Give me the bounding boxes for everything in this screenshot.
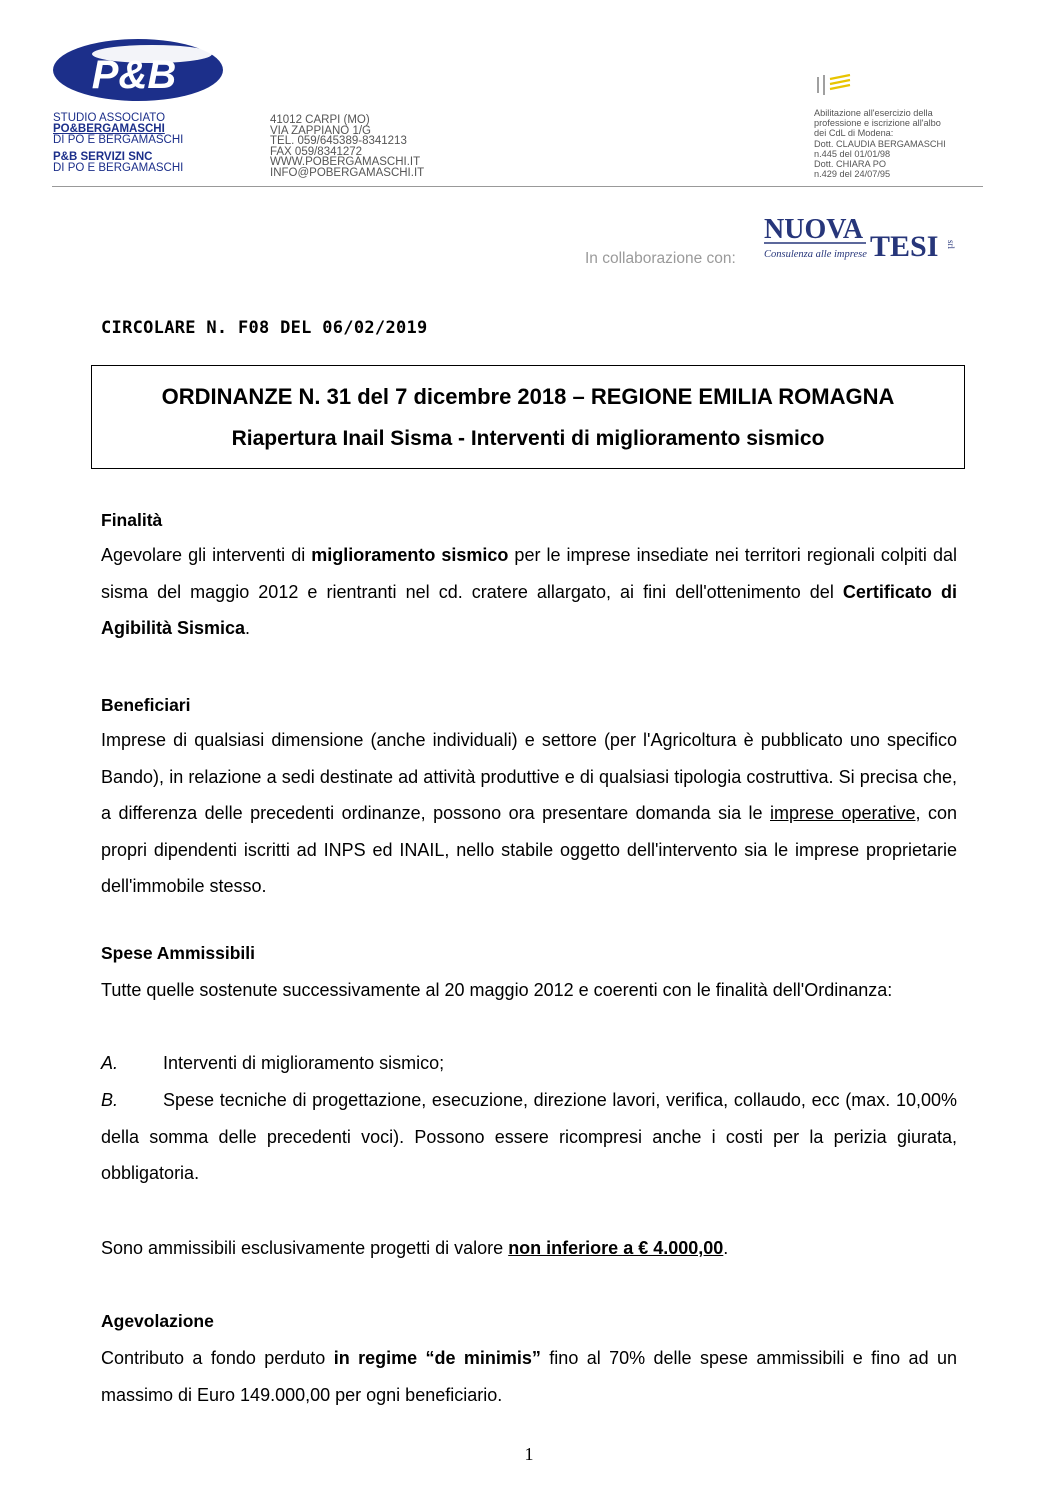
qual-line-1: Abilitazione all'esercizio della — [814, 108, 933, 118]
header-divider — [52, 186, 983, 187]
paragraph-spese-note: Sono ammissibili esclusivamente progetti di valore non inferiore a € 4.000,00. — [101, 1238, 729, 1258]
address-line-4: FAX 059/8341272 — [270, 145, 363, 158]
paragraph-beneficiari: Imprese di qualsiasi dimensione (anche individuali) e settore (per l'Agricoltura è pubblicato uno specifico Bando), in relazione a sedi destinate ad attività produttive e di qualsiasi tipologia costruttiva. Si precisa che, a differenza delle precedenti ordinanze, possono ora presentare domanda sia le imprese operative, con propri dipendenti iscritti ad INPS ed INAIL, nello stabile oggetto dell'intervento sia le imprese proprietarie dell'immobile stesso. — [101, 730, 957, 896]
studio-line-2: PO&BERGAMASCHI — [53, 123, 165, 135]
underlined-imprese-operative: imprese operative — [770, 803, 916, 823]
circolare-number: CIRCOLARE N. F08 DEL 06/02/2019 — [101, 318, 428, 338]
servizi-line-2: DI PO E BERGAMASCHI — [53, 162, 184, 174]
address-line-3: TEL. 059/645389-8341213 — [270, 135, 407, 147]
address-line-1: 41012 CARPI (MO) — [270, 114, 370, 126]
list-item-b — [101, 1082, 957, 1192]
list-letter-a: A. — [101, 1053, 119, 1073]
heading-beneficiari: Beneficiari — [101, 695, 191, 715]
qual-line-2: professione e iscrizione all'albo — [814, 118, 941, 129]
nuova-logo-main: TESI — [870, 230, 939, 263]
qual-line-3: dei CdL di Modena: — [814, 128, 894, 139]
qual-line-5: n.445 del 01/01/98 — [814, 148, 891, 159]
list-text-a: Interventi di miglioramento sismico; — [163, 1053, 445, 1073]
list-item-a — [101, 1045, 957, 1082]
pb-logo — [52, 38, 224, 102]
paragraph-finalita: Agevolare gli interventi di miglioramento sismico per le imprese insediate nei territori regionali colpiti dal sisma del maggio 2012 e rientranti nel cd. cratere allargato, ai fini dell'ottenimento del Certificato di Agibilità Sismica. — [101, 545, 957, 638]
title-line-2: Riapertura Inail Sisma - Interventi di miglioramento sismico — [231, 427, 825, 450]
studio-name-block — [53, 113, 183, 174]
paragraph-agevolazione: Contributo a fondo perduto in regime “de minimis” fino al 70% delle spese ammissibili e fino ad un massimo di Euro 149.000,00 per ogni beneficiario. — [101, 1348, 957, 1405]
heading-finalita: Finalità — [101, 510, 163, 530]
collab-label: In collaborazione con: — [585, 250, 736, 267]
title-line-1: ORDINANZE N. 31 del 7 dicembre 2018 – REGIONE EMILIA ROMAGNA — [161, 384, 895, 409]
nuova-logo-tagline: Consulenza alle imprese — [764, 249, 867, 260]
qual-line-4: Dott. CLAUDIA BERGAMASCHI — [814, 138, 946, 149]
page-number: 1 — [524, 1444, 534, 1464]
studio-line-3: DI PO E BERGAMASCHI — [53, 134, 184, 146]
qual-line-7: n.429 del 24/07/95 — [814, 169, 891, 180]
address-line-6: INFO@POBERGAMASCHI.IT — [270, 166, 425, 179]
nuova-tesi-logo — [762, 212, 958, 266]
bold-miglioramento: miglioramento sismico — [311, 545, 509, 565]
address-line-5: WWW.POBERGAMASCHI.IT — [270, 156, 421, 168]
address-block — [270, 115, 424, 178]
bold-non-inferiore: non inferiore a € 4.000,00 — [508, 1238, 724, 1258]
bold-certificato: Certificato di Agibilità Sismica — [101, 581, 957, 638]
title-box — [91, 365, 965, 469]
bold-de-minimis: in regime “de minimis” — [333, 1348, 541, 1368]
paragraph-spese-intro: Tutte quelle sostenute successivamente al 20 maggio 2012 e coerenti con le finalità dell'Ordinanza: — [101, 980, 893, 1000]
heading-spese: Spese Ammissibili — [101, 943, 255, 963]
address-line-2: VIA ZAPPIANO 1/G — [270, 124, 371, 137]
list-text-b: Spese tecniche di progettazione, esecuzione, direzione lavori, verifica, collaudo, ecc (max. 10,00% della somma delle precedenti voci). Possono essere ricompresi anche i costi per la perizia giurata, obbligatoria. — [101, 1090, 957, 1183]
qual-line-6: Dott. CHIARA PO — [814, 159, 886, 170]
heading-agevolazione: Agevolazione — [101, 1311, 214, 1331]
nuova-logo-suffix: srl — [946, 240, 956, 249]
cdl-logo — [814, 73, 854, 99]
pb-logo-text: P&B — [91, 53, 177, 97]
list-letter-b: B. — [101, 1090, 119, 1110]
nuova-logo-top: NUOVA — [764, 214, 864, 245]
studio-line-1: STUDIO ASSOCIATO — [53, 112, 166, 124]
qualification-block — [814, 108, 946, 179]
servizi-line-1: P&B SERVIZI SNC — [53, 151, 153, 163]
